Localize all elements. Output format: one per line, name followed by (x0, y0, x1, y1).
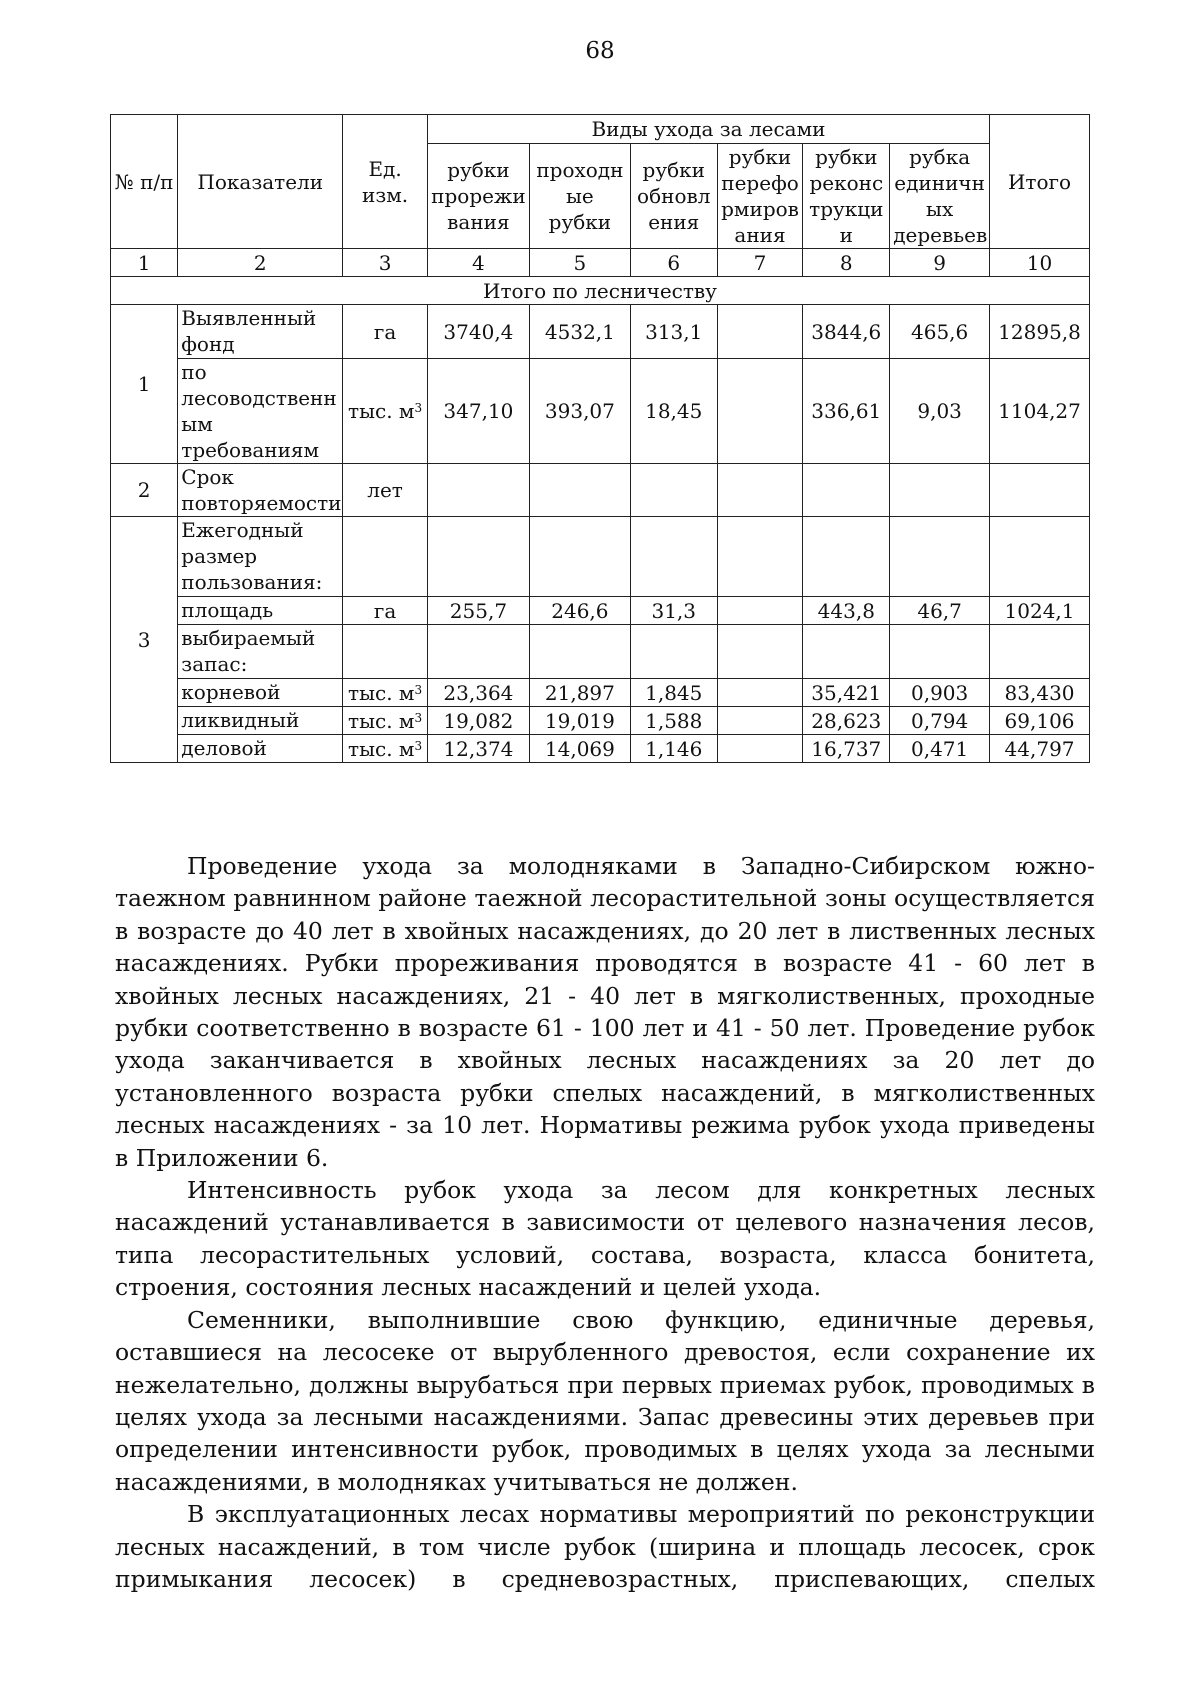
row-label: по лесоводственн ым требованиям (178, 359, 343, 464)
value-cell: 12,374 (427, 735, 529, 763)
row-label: Выявленный фонд (178, 305, 343, 359)
value-cell (529, 517, 630, 597)
forest-care-table (110, 114, 1090, 763)
header-type: проходн ые рубки (529, 144, 630, 249)
value-cell: 3740,4 (427, 305, 529, 359)
table-row (111, 597, 1090, 625)
value-cell (803, 464, 890, 517)
header-unit: Ед. изм. (343, 115, 428, 249)
column-number: 2 (178, 249, 343, 277)
value-cell: 69,106 (990, 707, 1090, 735)
row-unit-text: тыс. м (348, 680, 415, 705)
value-cell (890, 464, 990, 517)
value-cell (717, 464, 803, 517)
header-type: рубки обновл ения (630, 144, 717, 249)
value-cell (717, 707, 803, 735)
row-number: 2 (111, 464, 178, 517)
value-cell (717, 597, 803, 625)
row-label: корневой (178, 679, 343, 707)
value-cell (990, 464, 1090, 517)
value-cell: 0,903 (890, 679, 990, 707)
value-cell: 83,430 (990, 679, 1090, 707)
row-unit (343, 305, 428, 359)
value-cell: 4532,1 (529, 305, 630, 359)
column-number: 8 (803, 249, 890, 277)
paragraph: Проведение ухода за молодняками в Западно-Сибирском южно-таежном равнинном районе таежной лесорастительной зоны осуществляется в возрасте до 40 лет в хвойных насаждениях, до 20 лет в лиственных лесных насаждениях. Рубки прореживания проводятся в возрасте 41 - 60 лет в хвойных лесных насаждениях, 21 - 40 лет в мягколиственных, проходные рубки соответственно в возрасте 61 - 100 лет и 41 - 50 лет. Проведение рубок ухода заканчивается в хвойных лесных насаждениях за 20 лет до установленного возраста рубки спелых насаждений, в мягколиственных лесных насаждениях - за 10 лет. Нормативы режима рубок ухода приведены в Приложении 6. (115, 852, 1095, 1172)
value-cell (529, 464, 630, 517)
value-cell (990, 625, 1090, 679)
column-number: 4 (427, 249, 529, 277)
row-unit (343, 679, 428, 707)
value-cell: 1,845 (630, 679, 717, 707)
paragraph: Интенсивность рубок ухода за лесом для конкретных лесных насаждений устанавливается в зависимости от целевого назначения лесов, типа лесорастительных условий, состава, возраста, класса бонитета, строения, состояния лесных насаждений и целей ухода. (115, 1176, 1095, 1302)
value-cell: 3844,6 (803, 305, 890, 359)
row-number: 1 (111, 305, 178, 464)
value-cell (990, 517, 1090, 597)
value-cell: 0,471 (890, 735, 990, 763)
value-cell: 19,082 (427, 707, 529, 735)
value-cell: 14,069 (529, 735, 630, 763)
unit-superscript: 3 (414, 401, 423, 415)
table-row (111, 359, 1090, 464)
column-number: 7 (717, 249, 803, 277)
value-cell: 9,03 (890, 359, 990, 464)
value-cell (427, 625, 529, 679)
value-cell: 35,421 (803, 679, 890, 707)
value-cell (630, 464, 717, 517)
value-cell: 31,3 (630, 597, 717, 625)
column-number: 10 (990, 249, 1090, 277)
value-cell (890, 517, 990, 597)
table-row (111, 305, 1090, 359)
row-unit (343, 735, 428, 763)
value-cell (717, 359, 803, 464)
row-label: Ежегодный размер пользования: (178, 517, 343, 597)
paragraph: Семенники, выполнившие свою функцию, единичные деревья, оставшиеся на лесосеке от вырубленного древостоя, если сохранение их нежелательно, должны вырубаться при первых приемах рубок, проводимых в целях ухода за лесными насаждениями. Запас древесины этих деревьев при определении интенсивности рубок, проводимых в целях ухода за лесными насаждениями, в молодняках учитываться не должен. (115, 1305, 1095, 1496)
value-cell: 18,45 (630, 359, 717, 464)
value-cell (890, 625, 990, 679)
value-cell: 23,364 (427, 679, 529, 707)
value-cell (717, 305, 803, 359)
row-unit (343, 707, 428, 735)
row-unit-text: га (373, 598, 397, 623)
row-unit-text: тыс. м (348, 399, 415, 423)
column-number: 9 (890, 249, 990, 277)
value-cell: 313,1 (630, 305, 717, 359)
value-cell: 246,6 (529, 597, 630, 625)
value-cell (529, 625, 630, 679)
row-unit (343, 359, 428, 464)
value-cell: 1024,1 (990, 597, 1090, 625)
header-type: рубки перефо рмиров ания (717, 144, 803, 249)
row-number: 3 (111, 517, 178, 763)
row-label: площадь (178, 597, 343, 625)
unit-superscript: 3 (414, 738, 423, 753)
row-label: ликвидный (178, 707, 343, 735)
unit-superscript: 3 (414, 682, 423, 697)
value-cell: 347,10 (427, 359, 529, 464)
header-no (111, 115, 178, 249)
column-number: 3 (343, 249, 428, 277)
unit-superscript: 3 (414, 710, 423, 725)
column-number: 1 (111, 249, 178, 277)
header-no-text: № п/п (114, 169, 174, 194)
row-unit (343, 625, 428, 679)
value-cell: 12895,8 (990, 305, 1090, 359)
value-cell (630, 517, 717, 597)
column-number: 6 (630, 249, 717, 277)
row-unit (343, 517, 428, 597)
table-row (111, 517, 1090, 597)
row-unit (343, 597, 428, 625)
table-row (111, 679, 1090, 707)
header-indicators: Показатели (178, 115, 343, 249)
value-cell (427, 464, 529, 517)
value-cell: 1,588 (630, 707, 717, 735)
row-unit-text: лет (367, 478, 403, 502)
table-row (111, 735, 1090, 763)
header-type: рубки реконс трукци и (803, 144, 890, 249)
table-row (111, 707, 1090, 735)
value-cell: 1,146 (630, 735, 717, 763)
value-cell (803, 517, 890, 597)
value-cell (717, 517, 803, 597)
header-group: Виды ухода за лесами (427, 115, 989, 144)
row-unit-text: тыс. м (348, 708, 415, 733)
page-number: 68 (585, 38, 615, 64)
value-cell (717, 625, 803, 679)
column-number: 5 (529, 249, 630, 277)
value-cell (427, 517, 529, 597)
value-cell: 44,797 (990, 735, 1090, 763)
paragraph: В эксплуатационных лесах нормативы мероприятий по реконструкции лесных насаждений, в том числе рубок (ширина и площадь лесосек, срок примыкания лесосек) в средневозрастных, приспевающих, спелых (115, 1500, 1095, 1593)
value-cell: 46,7 (890, 597, 990, 625)
value-cell (803, 625, 890, 679)
table-row (111, 464, 1090, 517)
value-cell: 443,8 (803, 597, 890, 625)
value-cell (717, 679, 803, 707)
value-cell: 465,6 (890, 305, 990, 359)
row-label: выбираемый запас: (178, 625, 343, 679)
row-label: Срок повторяемости (178, 464, 343, 517)
value-cell: 0,794 (890, 707, 990, 735)
value-cell: 16,737 (803, 735, 890, 763)
value-cell: 1104,27 (990, 359, 1090, 464)
body-text (115, 850, 1095, 1595)
value-cell: 21,897 (529, 679, 630, 707)
section-title: Итого по лесничеству (111, 277, 1090, 305)
row-unit-text: га (373, 319, 397, 344)
value-cell: 393,07 (529, 359, 630, 464)
header-total: Итого (990, 115, 1090, 249)
header-type: рубки прорежи вания (427, 144, 529, 249)
value-cell (630, 625, 717, 679)
value-cell (717, 735, 803, 763)
row-unit (343, 464, 428, 517)
value-cell: 28,623 (803, 707, 890, 735)
row-label: деловой (178, 735, 343, 763)
value-cell: 336,61 (803, 359, 890, 464)
value-cell: 255,7 (427, 597, 529, 625)
table-row (111, 625, 1090, 679)
header-type: рубка единичн ых деревьев (890, 144, 990, 249)
value-cell: 19,019 (529, 707, 630, 735)
row-unit-text: тыс. м (348, 736, 415, 761)
